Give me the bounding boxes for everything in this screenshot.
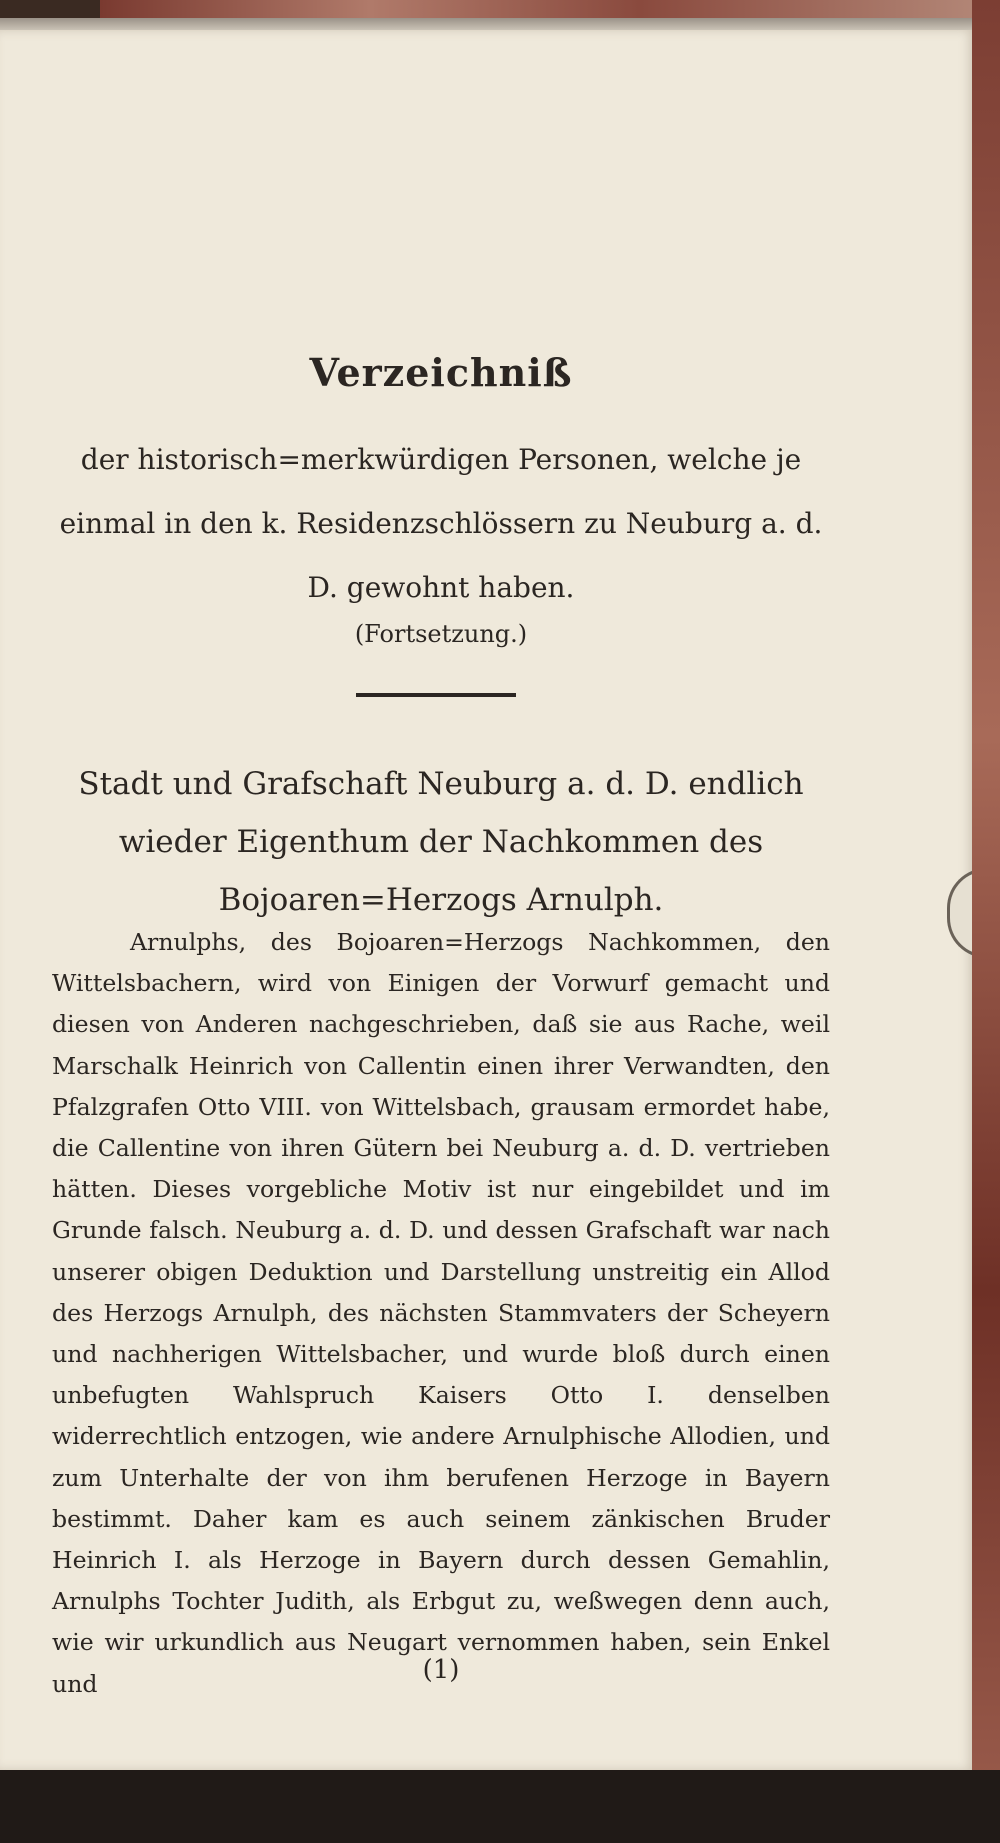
continuation-note: (Fortsetzung.) <box>354 620 528 648</box>
book-page <box>0 30 975 1770</box>
body-paragraph: Arnulphs, des Bojoaren=Herzogs Nachkommen, den Wittelsbachern, wird von Einigen der Vorwurf gemacht und diesen von Anderen nachgeschrieben, daß sie aus Rache, weil Marschalk Heinrich von Callentin einen ihrer Verwandten, den Pfalzgrafen Otto VIII. von Wittelsbach, grausam ermordet habe, die Callentine von ihren Gütern bei Neuburg a. d. D. vertrieben hätten. Dieses vorgebliche Motiv ist nur eingebildet und im Grunde falsch. Neuburg a. d. D. und dessen Grafschaft war nach unserer obigen Deduktion und Darstellung unstreitig ein Allod des Herzogs Arnulph, des nächsten Stammvaters der Scheyern und nachherigen Wittelsbacher, und wurde bloß durch einen unbefugten Wahlspruch Kaisers Otto I. denselben widerrechtlich entzogen, wie andere Arnulphische Allodien, und zum Unterhalte der von ihm berufenen Herzoge in Bayern bestimmt. Daher kam es auch seinem zänkischen Bruder Heinrich I. als Herzoge in Bayern durch dessen Gemahlin, Arnulphs Tochter Judith, als Erbgut zu, weßwegen denn auch, wie wir urkundlich aus Neugart vernommen haben, sein Enkel und <box>52 928 830 1698</box>
section-heading: Stadt und Grafschaft Neuburg a. d. D. endlich wieder Eigenthum der Nachkommen des Bojoaren=Herzogs Arnulph. <box>78 766 804 918</box>
page-number: (1) <box>422 1655 460 1685</box>
body-text <box>52 922 830 1705</box>
document-subtitle: der historisch=merkwürdigen Personen, welche je einmal in den k. Residenzschlössern zu Neuburg a. d. D. gewohnt haben. <box>59 443 823 604</box>
divider-rule <box>356 693 516 697</box>
document-title: Verzeichniß <box>309 350 573 395</box>
background-bottom <box>0 1770 1000 1843</box>
book-cover-right <box>972 0 1000 1843</box>
